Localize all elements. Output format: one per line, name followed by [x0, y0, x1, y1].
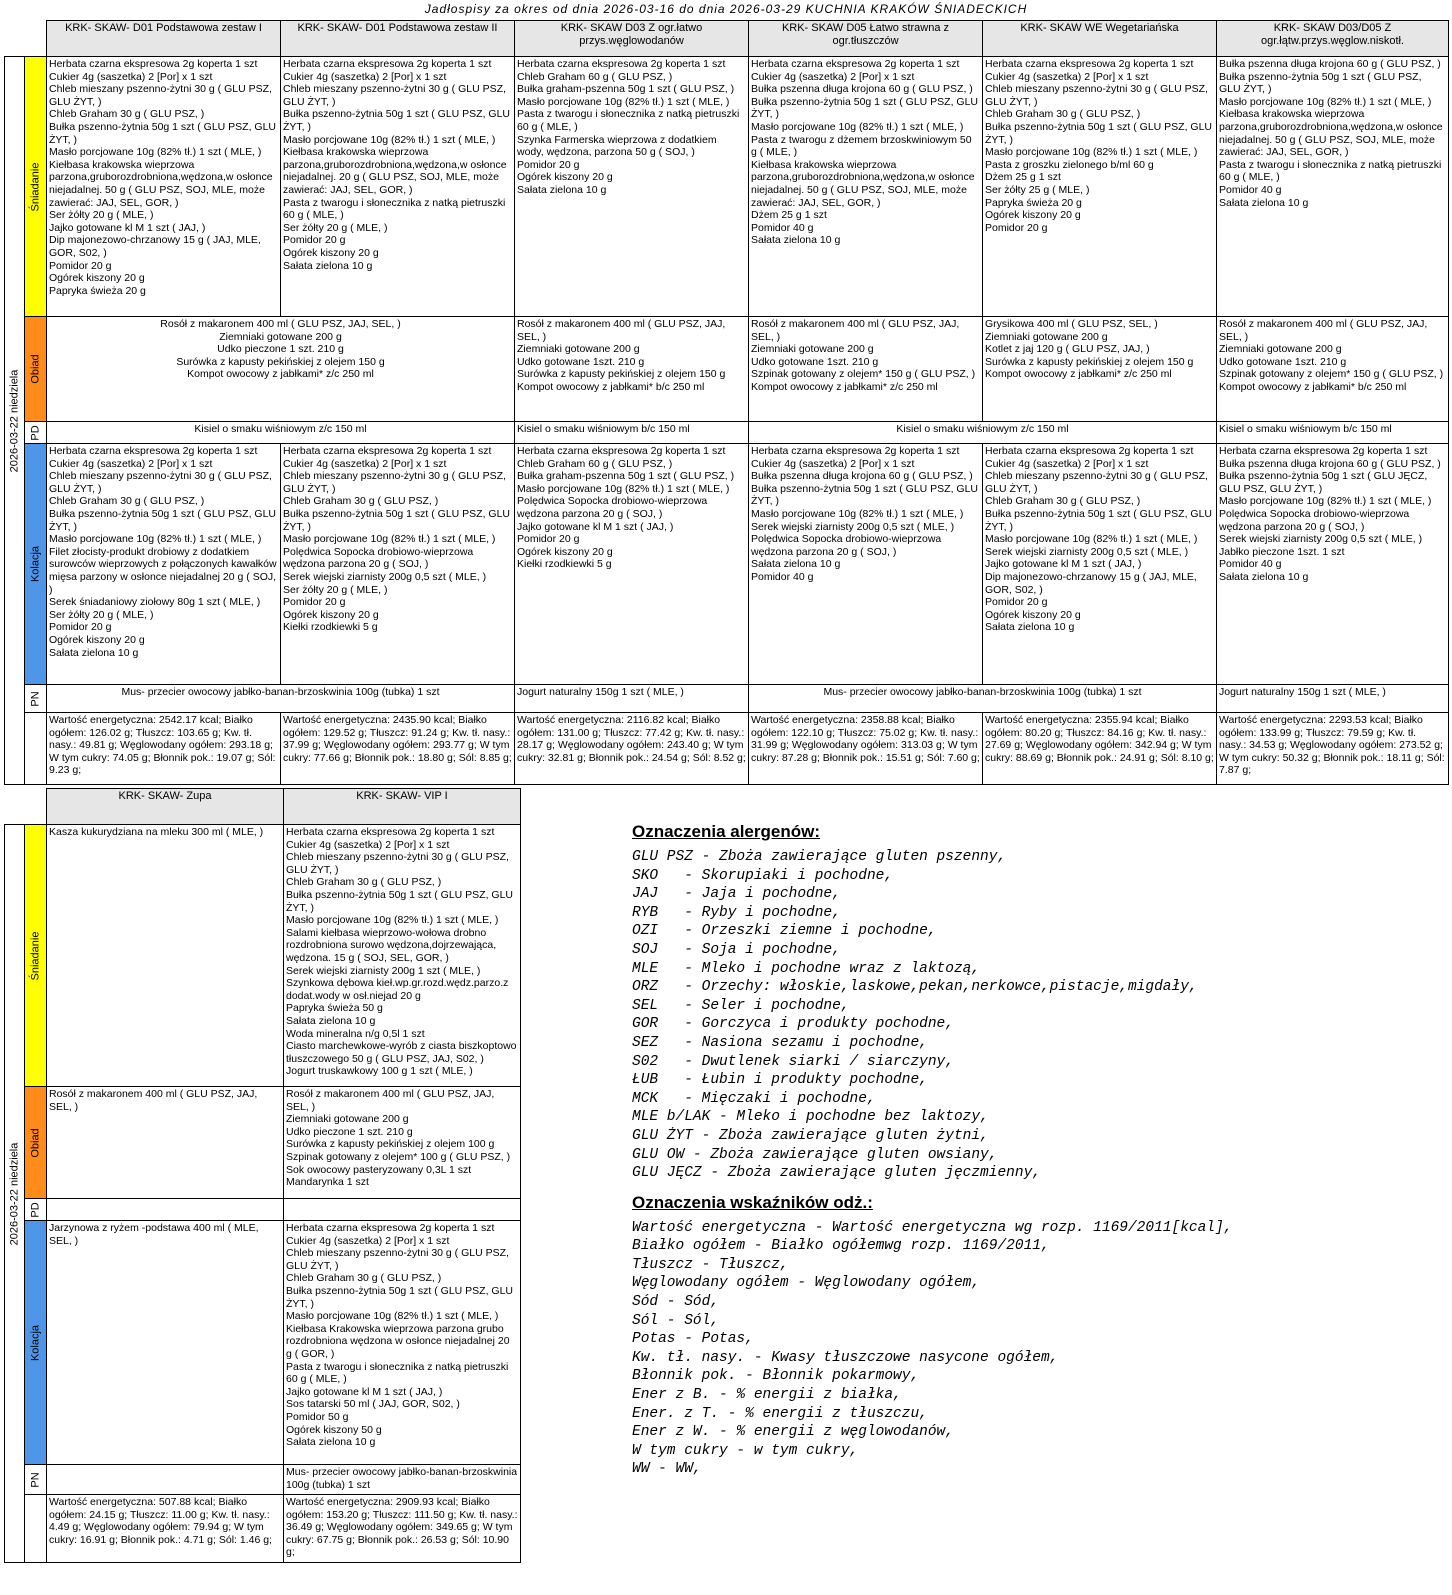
- menu-item: Szpinak gotowany z olejem* 100 g ( GLU PSZ, ): [286, 1150, 511, 1163]
- snack-cell: Kisiel o smaku wiśniowym z/c 150 ml: [749, 422, 1217, 444]
- menu-item: Kiełbasa krakowska wieprzowa parzona,gruborozdrobniona,wędzona,w osłonce niejadalnej. 50 g ( GLU PSZ, SOJ, MLE, może zawierać: JAJ, SEL, GOR, ): [49, 158, 273, 209]
- legend-entry: Ener. z T. - % energii z tłuszczu,: [632, 1405, 928, 1422]
- menu-item: Masło porcjowane 10g (82% tł.) 1 szt ( MLE, ): [751, 120, 964, 133]
- breakfast-cell: [47, 825, 284, 1087]
- menu-item: Bułka pszenno-żytnia 50g 1 szt ( GLU PSZ, GLU ŻYT, ): [751, 482, 979, 508]
- menu-item: Bułka pszenno-żytnia 50g 1 szt ( GLU PSZ, GLU ŻYT, ): [49, 507, 277, 533]
- legend-entry: W tym cukry - w tym cukry,: [632, 1442, 859, 1459]
- menu-item: Serek wiejski ziarnisty 200g 0,5 szt ( MLE, ): [1219, 533, 1423, 546]
- menu-item: Polędwica Sopocka drobiowo-wieprzowa wędzona parzona 20 g ( SOJ, ): [283, 545, 474, 571]
- menu-item: Ser żółty 20 g ( MLE, ): [283, 583, 388, 596]
- date-label: 2026-03-22 niedziela: [8, 369, 21, 472]
- menu-item: Kiełbasa Krakowska wieprzowa parzona grubo rozdrobniona wędzona w osłonce niejadalnej 20 g ( GOR, ): [286, 1322, 510, 1360]
- menu-item: Kotlet z jaj 120 g ( GLU PSZ, JAJ, ): [985, 343, 1150, 356]
- legend-entry: Sól - Sól,: [632, 1312, 720, 1329]
- menu-item: Chleb mieszany pszenno-żytni 30 g ( GLU PSZ, GLU ŻYT, ): [985, 470, 1208, 495]
- breakfast-cell: [1217, 57, 1449, 317]
- menu-item: Jajko gotowane kl M 1 szt ( JAJ, ): [985, 558, 1142, 571]
- legend-entry: Potas - Potas,: [632, 1331, 754, 1348]
- menu-item: Sałata zielona 10 g: [1219, 196, 1309, 209]
- menu-item: Sałata zielona 10 g: [985, 621, 1075, 634]
- menu-item: Ziemniaki gotowane 200 g: [219, 330, 342, 343]
- menu-item: Cukier 4g (saszetka) 2 [Por] x 1 szt: [286, 1234, 450, 1247]
- menu-item: Rosół z makaronem 400 ml ( GLU PSZ, JAJ, SEL, ): [517, 318, 726, 343]
- diet-header: KRK- SKAW D03 Z ogr.łatwo przys.węglowodanów: [515, 21, 749, 57]
- snack-cell: Kisiel o smaku wiśniowym z/c 150 ml: [47, 422, 515, 444]
- menu-item: Masło porcjowane 10g (82% tł.) 1 szt ( MLE, ): [49, 533, 262, 546]
- menu-item: Ogórek kiszony 20 g: [985, 209, 1081, 222]
- menu-item: Udko gotowane 1szt. 210 g: [751, 355, 879, 368]
- menu-item: Rosół z makaronem 400 ml ( GLU PSZ, JAJ, SEL, ): [49, 1088, 258, 1113]
- lunch-cell: [47, 1087, 284, 1199]
- legend-entry: Kw. tł. nasy. - Kwasy tłuszczowe nasycone ogółem,: [632, 1349, 1059, 1366]
- menu-table-main: [4, 20, 1449, 785]
- menu-item: Surówka z kapusty pekińskiej z olejem 150 g: [517, 368, 726, 381]
- menu-item: Jajko gotowane kl M 1 szt ( JAJ, ): [286, 1385, 443, 1398]
- nutrition-cell: Wartość energetyczna: 2355.94 kcal; Białko ogółem: 80.20 g; Tłuszcz: 84.16 g; Kw. tł. nasy.: 27.69 g; Węglowodany ogółem: 342.94 g; W tym cukry: 88.69 g; Błonnik pok.: 24.91 g; Sól: 8.10 g;: [983, 713, 1217, 785]
- menu-item: Rosół z makaronem 400 ml ( GLU PSZ, JAJ, SEL, ): [751, 318, 960, 343]
- legend-entry: Białko ogółem - Białko ogółemwg rozp. 1169/2011,: [632, 1238, 1050, 1255]
- legend-entry: GLU JĘCZ - Zboża zawierające gluten jęczmienny,: [632, 1165, 1041, 1182]
- menu-item: Pomidor 20 g: [49, 259, 112, 272]
- menu-item: Pomidor 40 g: [751, 570, 814, 583]
- indicator-legend-list: [632, 1219, 1432, 1479]
- menu-item: Serek wiejski ziarnisty 200g 1 szt ( MLE, ): [286, 964, 481, 977]
- dinner-cell: [515, 444, 749, 685]
- indicator-legend-title: Oznaczenia wskaźników odż.:: [632, 1192, 873, 1212]
- menu-item: Pomidor 20 g: [283, 596, 346, 609]
- menu-item: Kasza kukurydziana na mleku 300 ml ( MLE, ): [49, 826, 264, 838]
- nutrition-cell: Wartość energetyczna: 2358.88 kcal; Białko ogółem: 122.10 g; Tłuszcz: 75.02 g; Kw. tł. nasy.: 31.99 g; Węglowodany ogółem: 313.03 g; W tym cukry: 87.28 g; Błonnik pok.: 15.51 g; Sól: 7.60 g;: [749, 713, 983, 785]
- menu-item: Kiełbasa krakowska wieprzowa parzona,gruborozdrobniona,wędzona,w osłonce niejadalnej. 50 g ( GLU PSZ, SOJ, MLE, może zawierać: JAJ, SEL, GOR, ): [1219, 108, 1443, 159]
- menu-item: Ogórek kiszony 20 g: [283, 608, 379, 621]
- page-title: Jadłospisy za okres od dnia 2026-03-16 do dnia 2026-03-29 KUCHNIA KRAKÓW ŚNIADECKICH: [424, 2, 1028, 16]
- menu-item: Kompot owocowy z jabłkami* b/c 250 ml: [517, 380, 705, 393]
- menu-item: Woda mineralna n/g 0,5l 1 szt: [286, 1027, 425, 1040]
- menu-item: Ziemniaki gotowane 200 g: [286, 1113, 409, 1126]
- menu-item: Bułka pszenno-żytnia 50g 1 szt ( GLU PSZ, GLU ŻYT, ): [751, 95, 979, 121]
- nutrition-spacer: [25, 1495, 47, 1563]
- menu-item: Dżem 25 g 1 szt: [751, 209, 827, 222]
- night-snack-cell: Mus- przecier owocowy jabłko-banan-brzoskwinia 100g (tubka) 1 szt: [47, 685, 515, 713]
- menu-item: Ogórek kiszony 20 g: [985, 608, 1081, 621]
- menu-item: Cukier 4g (saszetka) 2 [Por] x 1 szt: [985, 457, 1149, 470]
- menu-item: Bułka pszenna długa krojona 60 g ( GLU PSZ, ): [751, 470, 973, 483]
- diet-header: KRK- SKAW D03/D05 Z ogr.łątw.przys.węglow.niskotł.: [1217, 21, 1449, 57]
- menu-item: Chleb Graham 30 g ( GLU PSZ, ): [283, 495, 439, 508]
- menu-item: Pasta z twarogu z dżemem brzoskwiniowym 50 g ( MLE, ): [751, 133, 972, 159]
- menu-item: Chleb mieszany pszenno-żytni 30 g ( GLU PSZ, GLU ŻYT, ): [286, 1247, 509, 1272]
- menu-item: Chleb Graham 30 g ( GLU PSZ, ): [49, 108, 205, 121]
- breakfast-cell: [281, 57, 515, 317]
- menu-item: Herbata czarna ekspresowa 2g koperta 1 szt: [517, 58, 726, 70]
- meal-label-lunch: Obiad: [25, 317, 47, 422]
- menu-item: Masło porcjowane 10g (82% tł.) 1 szt ( MLE, ): [286, 914, 499, 927]
- menu-item: Ogórek kiszony 20 g: [49, 272, 145, 285]
- menu-table-secondary: [4, 788, 521, 1563]
- legend-entry: GLU ŻYT - Zboża zawierające gluten żytni,: [632, 1127, 989, 1144]
- menu-item: Polędwica Sopocka drobiowo-wieprzowa wędzona parzona 20 g ( SOJ, ): [517, 495, 708, 520]
- legend-entry: OZI - Orzeszki ziemne i pochodne,: [632, 923, 937, 940]
- menu-item: Bułka pszenno-żytnia 50g 1 szt ( GLU PSZ, GLU ŻYT, ): [985, 507, 1213, 533]
- menu-item: Pomidor 20 g: [985, 221, 1048, 234]
- lunch-cell: [284, 1087, 521, 1199]
- menu-item: Ogórek kiszony 20 g: [517, 171, 613, 184]
- menu-item: Ogórek kiszony 20 g: [517, 545, 613, 558]
- menu-item: Masło porcjowane 10g (82% tł.) 1 szt ( MLE, ): [286, 1310, 499, 1323]
- legend-entry: SOJ - Soja i pochodne,: [632, 941, 841, 958]
- menu-item: Bułka pszenno-żytnia 50g 1 szt ( GLU PSZ, GLU ŻYT, ): [283, 507, 511, 533]
- nutrition-cell: Wartość energetyczna: 2293.53 kcal; Białko ogółem: 133.99 g; Tłuszcz: 79.59 g; Kw. tł. nasy.: 34.53 g; Węglowodany ogółem: 273.52 g; W tym cukry: 50.32 g; Błonnik pok.: 18.11 g; Sól: 7.87 g;: [1217, 713, 1449, 785]
- menu-item: Cukier 4g (saszetka) 2 [Por] x 1 szt: [49, 457, 213, 470]
- snack-cell: [284, 1199, 521, 1221]
- allergen-legend-title: Oznaczenia alergenów:: [632, 822, 820, 841]
- snack-cell: [47, 1199, 284, 1221]
- menu-item: Jarzynowa z ryżem -podstawa 400 ml ( MLE, SEL, ): [49, 1222, 259, 1247]
- night-snack-cell: [47, 1465, 284, 1495]
- menu-item: Dip majonezowo-chrzanowy 15 g ( JAJ, MLE, GOR, S02, ): [985, 570, 1197, 596]
- menu-item: Cukier 4g (saszetka) 2 [Por] x 1 szt: [286, 838, 450, 851]
- menu-item: Sałata zielona 10 g: [751, 558, 841, 571]
- menu-item: Cukier 4g (saszetka) 2 [Por] x 1 szt: [283, 457, 447, 470]
- legend-entry: MLE b/LAK - Mleko i pochodne bez laktozy,: [632, 1109, 989, 1126]
- meal-label-breakfast: Śniadanie: [25, 825, 47, 1087]
- legend-entry: Ener z B. - % energii z białka,: [632, 1387, 902, 1404]
- menu-item: Udko pieczone 1 szt. 210 g: [286, 1125, 413, 1138]
- menu-item: Pomidor 40 g: [751, 221, 814, 234]
- menu-item: Ziemniaki gotowane 200 g: [517, 343, 640, 356]
- menu-item: Chleb Graham 60 g ( GLU PSZ, ): [517, 70, 673, 83]
- menu-item: Kiełki rzodkiewki 5 g: [517, 558, 612, 571]
- menu-item: Sałata zielona 10 g: [751, 234, 841, 247]
- menu-item: Szpinak gotowany z olejem* 150 g ( GLU PSZ, ): [1219, 368, 1444, 381]
- menu-item: Kompot owocowy z jabłkami* z/c 250 ml: [751, 380, 938, 393]
- menu-item: Cukier 4g (saszetka) 2 [Por] x 1 szt: [49, 70, 213, 83]
- dinner-cell: [983, 444, 1217, 685]
- menu-item: Jajko gotowane kl M 1 szt ( JAJ, ): [517, 520, 674, 533]
- menu-item: Bułka pszenna długa krojona 60 g ( GLU PSZ, ): [1219, 58, 1441, 70]
- menu-item: Masło porcjowane 10g (82% tł.) 1 szt ( MLE, ): [283, 133, 496, 146]
- menu-item: Chleb mieszany pszenno-żytni 30 g ( GLU PSZ, GLU ŻYT, ): [283, 83, 506, 108]
- menu-item: Grysikowa 400 ml ( GLU PSZ, SEL, ): [985, 318, 1158, 330]
- menu-item: Pasta z twarogu i słonecznika z natką pietruszki 60 g ( MLE, ): [283, 196, 506, 222]
- legend-entry: Ener z W. - % energii z węglowodanów,: [632, 1424, 954, 1441]
- menu-item: Ziemniaki gotowane 200 g: [985, 330, 1108, 343]
- menu-item: Kompot owocowy z jabłkami* z/c 250 ml: [985, 368, 1172, 381]
- menu-item: Surówka z kapusty pekińskiej z olejem 100 g: [286, 1138, 495, 1151]
- menu-item: Surówka z kapusty pekińskiej z olejem 150 g: [176, 355, 385, 368]
- menu-item: Polędwica Sopocka drobiowo-wieprzowa wędzona parzona 20 g ( SOJ, ): [1219, 507, 1410, 533]
- legend-entry: GOR - Gorczyca i produkty pochodne,: [632, 1016, 954, 1033]
- menu-item: Szpinak gotowany z olejem* 150 g ( GLU PSZ, ): [751, 368, 976, 381]
- legend-entry: Wartość energetyczna - Wartość energetyczna wg rozp. 1169/2011[kcal],: [632, 1219, 1233, 1236]
- menu-item: Pomidor 40 g: [1219, 183, 1282, 196]
- menu-item: Chleb Graham 30 g ( GLU PSZ, ): [286, 876, 442, 889]
- menu-item: Ogórek kiszony 20 g: [49, 633, 145, 646]
- menu-item: Chleb mieszany pszenno-żytni 30 g ( GLU PSZ, GLU ŻYT, ): [49, 470, 272, 495]
- menu-item: Szynka Farmerska wieprzowa z dodatkiem wody, wędzona, parzona 50 g ( SOJ, ): [517, 133, 717, 159]
- date-cell: [5, 825, 25, 1563]
- legend-entry: ŁUB - Łubin i produkty pochodne,: [632, 1072, 928, 1089]
- menu-item: Chleb Graham 30 g ( GLU PSZ, ): [985, 495, 1141, 508]
- menu-item: Sałata zielona 10 g: [517, 183, 607, 196]
- meal-label-dinner: Kolacja: [25, 1221, 47, 1465]
- legend-entry: GLU OW - Zboża zawierające gluten owsiany,: [632, 1146, 998, 1163]
- menu-item: Masło porcjowane 10g (82% tł.) 1 szt ( MLE, ): [49, 146, 262, 159]
- menu-item: Sok owocowy pasteryzowany 0,3L 1 szt: [286, 1163, 472, 1176]
- nutrition-cell: Wartość energetyczna: 2435.90 kcal; Białko ogółem: 129.52 g; Tłuszcz: 91.24 g; Kw. tł. nasy.: 37.99 g; Węglowodany ogółem: 293.77 g; W tym cukry: 77.66 g; Błonnik pok.: 18.80 g; Sól: 8.85 g;: [281, 713, 515, 785]
- menu-item: Ogórek kiszony 50 g: [286, 1423, 382, 1436]
- menu-item: Bułka pszenno-żytnia 50g 1 szt ( GLU PSZ, GLU ŻYT, ): [286, 888, 514, 914]
- meal-label-afternoon-snack: PD: [25, 1199, 47, 1221]
- legend-entry: MCK - Mięczaki i pochodne,: [632, 1090, 876, 1107]
- menu-item: Pomidor 20 g: [985, 596, 1048, 609]
- dinner-cell: [749, 444, 983, 685]
- legend-entry: ORZ - Orzechy: włoskie,laskowe,pekan,nerkowce,pistacje,migdały,: [632, 979, 1198, 996]
- menu-item: Ziemniaki gotowane 200 g: [751, 343, 874, 356]
- menu-item: Bułka pszenna długa krojona 60 g ( GLU PSZ, ): [751, 83, 973, 96]
- menu-item: Dip majonezowo-chrzanowy 15 g ( JAJ, MLE, GOR, S02, ): [49, 234, 261, 259]
- menu-item: Cukier 4g (saszetka) 2 [Por] x 1 szt: [985, 70, 1149, 83]
- menu-item: Cukier 4g (saszetka) 2 [Por] x 1 szt: [283, 70, 447, 83]
- menu-item: Herbata czarna ekspresowa 2g koperta 1 szt: [49, 58, 258, 70]
- menu-item: Jajko gotowane kl M 1 szt ( JAJ, ): [49, 221, 206, 234]
- menu-item: Pomidor 50 g: [286, 1410, 349, 1423]
- date-label: 2026-03-22 niedziela: [8, 1142, 21, 1245]
- menu-item: Chleb mieszany pszenno-żytni 30 g ( GLU PSZ, GLU ŻYT, ): [286, 851, 509, 876]
- legend-entry: Błonnik pok. - Błonnik pokarmowy,: [632, 1368, 920, 1385]
- menu-item: Masło porcjowane 10g (82% tł.) 1 szt ( MLE, ): [985, 533, 1198, 546]
- menu-item: Sałata zielona 10 g: [1219, 570, 1309, 583]
- menu-item: Serek śniadaniowy ziołowy 80g 1 szt ( MLE, ): [49, 596, 261, 609]
- menu-item: Jogurt truskawkowy 100 g 1 szt ( MLE, ): [286, 1065, 473, 1078]
- date-cell: [5, 57, 25, 785]
- menu-item: Herbata czarna ekspresowa 2g koperta 1 szt: [286, 1222, 495, 1234]
- menu-item: Sałata zielona 10 g: [286, 1014, 376, 1027]
- menu-item: Bułka pszenno-żytnia 50g 1 szt ( GLU PSZ, GLU ŻYT, ): [1219, 70, 1422, 96]
- nutrition-cell: Wartość energetyczna: 507.88 kcal; Białko ogółem: 24.15 g; Tłuszcz: 11.00 g; Kw. tł. nasy.: 4.49 g; Węglowodany ogółem: 79.94 g; W tym cukry: 16.91 g; Błonnik pok.: 4.71 g; Sól: 1.46 g;: [47, 1495, 284, 1563]
- meal-label-afternoon-snack: PD: [25, 422, 47, 444]
- menu-item: Udko gotowane 1szt. 210 g: [1219, 355, 1347, 368]
- menu-item: Chleb mieszany pszenno-żytni 30 g ( GLU PSZ, GLU ŻYT, ): [49, 83, 272, 108]
- lunch-cell: [749, 317, 983, 422]
- menu-item: Bułka graham-pszenna 50g 1 szt ( GLU PSZ, ): [517, 470, 735, 483]
- menu-item: Masło porcjowane 10g (82% tł.) 1 szt ( MLE, ): [1219, 95, 1432, 108]
- menu-item: Sałata zielona 10 g: [283, 259, 373, 272]
- dinner-cell: [47, 444, 281, 685]
- nutrition-cell: Wartość energetyczna: 2542.17 kcal; Białko ogółem: 126.02 g; Tłuszcz: 103.65 g; Kw. tł. nasy.: 49.81 g; Węglowodany ogółem: 293.18 g; W tym cukry: 74.05 g; Błonnik pok.: 19.07 g; Sól: 9.23 g;: [47, 713, 281, 785]
- legend-entry: Sód - Sód,: [632, 1294, 720, 1311]
- nutrition-spacer: [25, 713, 47, 785]
- nutrition-cell: Wartość energetyczna: 2909.93 kcal; Białko ogółem: 153.20 g; Tłuszcz: 111.50 g; Kw. tł. nasy.: 36.49 g; Węglowodany ogółem: 349.65 g; W tym cukry: 67.75 g; Błonnik pok.: 26.53 g; Sól: 10.90 g;: [284, 1495, 521, 1563]
- menu-item: Herbata czarna ekspresowa 2g koperta 1 szt: [283, 445, 492, 457]
- menu-item: Szynkowa dębowa kieł.wp.gr.rozd.wędz.parzo.z dodat.wody w osł.niejad 20 g: [286, 977, 509, 1002]
- menu-item: Jabłko pieczone 1szt. 1 szt: [1219, 545, 1345, 558]
- menu-item: Dżem 25 g 1 szt: [985, 171, 1061, 184]
- dinner-cell: [1217, 444, 1449, 685]
- menu-item: Papryka świeża 20 g: [985, 196, 1082, 209]
- menu-item: Chleb Graham 30 g ( GLU PSZ, ): [49, 495, 205, 508]
- meal-label-lunch: Obiad: [25, 1087, 47, 1199]
- nutrition-cell: Wartość energetyczna: 2116.82 kcal; Białko ogółem: 131.00 g; Tłuszcz: 77.42 g; Kw. tł. nasy.: 28.17 g; Węglowodany ogółem: 243.40 g; W tym cukry: 32.81 g; Błonnik pok.: 24.54 g; Sól: 8.52 g;: [515, 713, 749, 785]
- legend: [632, 822, 1432, 1479]
- menu-item: Rosół z makaronem 400 ml ( GLU PSZ, JAJ, SEL, ): [286, 1088, 495, 1113]
- meal-label-night-snack: PN: [25, 1465, 47, 1495]
- menu-item: Masło porcjowane 10g (82% tł.) 1 szt ( MLE, ): [517, 95, 730, 108]
- legend-entry: WW - WW,: [632, 1461, 702, 1478]
- menu-item: Chleb Graham 30 g ( GLU PSZ, ): [985, 108, 1141, 121]
- menu-item: Bułka graham-pszenna 50g 1 szt ( GLU PSZ, ): [517, 83, 735, 96]
- menu-item: Pomidor 20 g: [283, 234, 346, 247]
- menu-item: Masło porcjowane 10g (82% tł.) 1 szt ( MLE, ): [517, 482, 730, 495]
- legend-entry: S02 - Dwutlenek siarki / siarczyny,: [632, 1053, 954, 1070]
- dinner-cell: [47, 1221, 284, 1465]
- menu-item: Surówka z kapusty pekińskiej z olejem 150 g: [985, 355, 1194, 368]
- meal-label-dinner: Kolacja: [25, 444, 47, 685]
- lunch-cell: [983, 317, 1217, 422]
- menu-item: Rosół z makaronem 400 ml ( GLU PSZ, JAJ, SEL, ): [1219, 318, 1428, 343]
- menu-item: Herbata czarna ekspresowa 2g koperta 1 szt: [1219, 445, 1428, 457]
- menu-item: Herbata czarna ekspresowa 2g koperta 1 szt: [985, 58, 1194, 70]
- allergen-legend-list: [632, 848, 1432, 1183]
- menu-item: Herbata czarna ekspresowa 2g koperta 1 szt: [985, 445, 1194, 457]
- menu-item: Cukier 4g (saszetka) 2 [Por] x 1 szt: [751, 457, 915, 470]
- legend-entry: Tłuszcz - Tłuszcz,: [632, 1256, 789, 1273]
- lunch-cell: [1217, 317, 1449, 422]
- menu-item: Serek wiejski ziarnisty 200g 0,5 szt ( MLE, ): [751, 520, 955, 533]
- menu-item: Filet złocisty-produkt drobiowy z dodatkiem surowców wieprzowych z połączonych kawałków mięsa parzony w osłonce niejadalnej 20 g ( SOJ, ): [49, 545, 277, 596]
- night-snack-cell: Jogurt naturalny 150g 1 szt ( MLE, ): [515, 685, 749, 713]
- menu-item: Herbata czarna ekspresowa 2g koperta 1 szt: [49, 445, 258, 457]
- menu-item: Pomidor 20 g: [517, 533, 580, 546]
- menu-item: Sałata zielona 10 g: [286, 1436, 376, 1449]
- menu-item: Kiełki rzodkiewki 5 g: [283, 621, 378, 634]
- menu-item: Papryka świeża 50 g: [286, 1002, 383, 1015]
- menu-item: Kompot owocowy z jabłkami* b/c 250 ml: [1219, 380, 1407, 393]
- menu-item: Kiełbasa krakowska wieprzowa parzona,gruborozdrobniona,wędzona,w osłonce niejadalnej. 50 g ( GLU PSZ, SOJ, MLE, może zawierać: JAJ, SEL, GOR, ): [751, 158, 975, 209]
- breakfast-cell: [515, 57, 749, 317]
- lunch-cell: [515, 317, 749, 422]
- legend-entry: MLE - Mleko i pochodne wraz z laktozą,: [632, 960, 981, 977]
- legend-entry: SEL - Seler i pochodne,: [632, 997, 850, 1014]
- menu-item: Polędwica Sopocka drobiowo-wieprzowa wędzona parzona 20 g ( SOJ, ): [751, 533, 942, 558]
- menu-item: Bułka pszenno-żytnia 50g 1 szt ( GLU PSZ, GLU ŻYT, ): [49, 120, 277, 146]
- menu-item: Pomidor 20 g: [517, 158, 580, 171]
- snack-cell: Kisiel o smaku wiśniowym b/c 150 ml: [1217, 422, 1449, 444]
- snack-cell: Kisiel o smaku wiśniowym b/c 150 ml: [515, 422, 749, 444]
- menu-item: Salami kiełbasa wieprzowo-wołowa drobno rozdrobniona surowo wędzona,dojrzewająca, wędzona. 15 g ( SOJ, SEL, GOR, ): [286, 926, 497, 964]
- night-snack-cell: Jogurt naturalny 150g 1 szt ( MLE, ): [1217, 685, 1449, 713]
- night-snack-cell: Mus- przecier owocowy jabłko-banan-brzoskwinia 100g (tubka) 1 szt: [284, 1465, 521, 1495]
- menu-item: Ser żółty 25 g ( MLE, ): [985, 183, 1090, 196]
- diet-header: KRK- SKAW- Zupa: [47, 789, 284, 825]
- breakfast-cell: [749, 57, 983, 317]
- menu-item: Chleb mieszany pszenno-żytni 30 g ( GLU PSZ, GLU ŻYT, ): [283, 470, 506, 495]
- menu-item: Ser żółty 20 g ( MLE, ): [283, 221, 388, 234]
- menu-item: Bułka pszenno-żytnia 50g 1 szt ( GLU JĘCZ, GLU PSZ, GLU ŻYT, ): [1219, 470, 1428, 495]
- menu-item: Masło porcjowane 10g (82% tł.) 1 szt ( MLE, ): [283, 533, 496, 546]
- dinner-cell: [281, 444, 515, 685]
- menu-item: Herbata czarna ekspresowa 2g koperta 1 szt: [751, 58, 960, 70]
- menu-item: Pasta z twarogu i słonecznika z natką pietruszki 60 g ( MLE, ): [517, 108, 740, 133]
- menu-item: Herbata czarna ekspresowa 2g koperta 1 szt: [751, 445, 960, 457]
- menu-item: Masło porcjowane 10g (82% tł.) 1 szt ( MLE, ): [1219, 495, 1432, 508]
- legend-entry: JAJ - Jaja i pochodne,: [632, 886, 841, 903]
- legend-entry: SKO - Skorupiaki i pochodne,: [632, 867, 894, 884]
- menu-item: Papryka świeża 20 g: [49, 284, 146, 297]
- menu-item: Cukier 4g (saszetka) 2 [Por] x 1 szt: [751, 70, 915, 83]
- menu-item: Mandarynka 1 szt: [286, 1176, 369, 1189]
- diet-header: KRK- SKAW WE Wegetariańska: [983, 21, 1217, 57]
- menu-item: Herbata czarna ekspresowa 2g koperta 1 szt: [517, 445, 726, 457]
- menu-item: Bułka pszenno-żytnia 50g 1 szt ( GLU PSZ, GLU ŻYT, ): [286, 1284, 514, 1310]
- dinner-cell: [284, 1221, 521, 1465]
- menu-item: Ciasto marchewkowe-wyrób z ciasta biszkoptowo tłuszczowego 50 g ( GLU PSZ, JAJ, S02, ): [286, 1040, 517, 1065]
- menu-item: Udko pieczone 1 szt. 210 g: [217, 343, 344, 356]
- menu-item: Sałata zielona 10 g: [49, 646, 139, 659]
- diet-header: KRK- SKAW- D01 Podstawowa zestaw II: [281, 21, 515, 57]
- menu-item: Pasta z twarogu i słonecznika z natką pietruszki 60 g ( MLE, ): [286, 1360, 509, 1386]
- menu-item: Chleb mieszany pszenno-żytni 30 g ( GLU PSZ, GLU ŻYT, ): [985, 83, 1208, 108]
- menu-item: Rosół z makaronem 400 ml ( GLU PSZ, JAJ, SEL, ): [160, 318, 401, 330]
- menu-item: Pasta z groszku zielonego b/ml 60 g: [985, 158, 1154, 171]
- menu-item: Ziemniaki gotowane 200 g: [1219, 343, 1342, 356]
- menu-item: Herbata czarna ekspresowa 2g koperta 1 szt: [283, 58, 492, 70]
- menu-item: Chleb Graham 60 g ( GLU PSZ, ): [517, 457, 673, 470]
- diet-header: KRK- SKAW- VIP I: [284, 789, 521, 825]
- meal-label-breakfast: Śniadanie: [25, 57, 47, 317]
- menu-item: Ogórek kiszony 20 g: [283, 246, 379, 259]
- menu-item: Bułka pszenno-żytnia 50g 1 szt ( GLU PSZ, GLU ŻYT, ): [985, 120, 1213, 146]
- menu-item: Pasta z twarogu i słonecznika z natką pietruszki 60 g ( MLE, ): [1219, 158, 1442, 184]
- breakfast-cell: [47, 57, 281, 317]
- menu-item: Bułka pszenno-żytnia 50g 1 szt ( GLU PSZ, GLU ŻYT, ): [283, 108, 511, 133]
- menu-item: Bułka pszenna długa krojona 60 g ( GLU PSZ, ): [1219, 457, 1441, 470]
- menu-item: Pomidor 40 g: [1219, 558, 1282, 571]
- menu-item: Ser żółty 20 g ( MLE, ): [49, 608, 154, 621]
- breakfast-cell: [284, 825, 521, 1087]
- breakfast-cell: [983, 57, 1217, 317]
- menu-item: Udko gotowane 1szt. 210 g: [517, 355, 645, 368]
- menu-item: Ser żółty 20 g ( MLE, ): [49, 209, 154, 222]
- legend-entry: RYB - Ryby i pochodne,: [632, 904, 841, 921]
- night-snack-cell: Mus- przecier owocowy jabłko-banan-brzoskwinia 100g (tubka) 1 szt: [749, 685, 1217, 713]
- menu-item: Masło porcjowane 10g (82% tł.) 1 szt ( MLE, ): [751, 507, 964, 520]
- diet-header: KRK- SKAW- D01 Podstawowa zestaw I: [47, 21, 281, 57]
- meal-label-night-snack: PN: [25, 685, 47, 713]
- legend-entry: Węglowodany ogółem - Węglowodany ogółem,: [632, 1275, 981, 1292]
- menu-item: Kompot owocowy z jabłkami* z/c 250 ml: [187, 368, 374, 381]
- menu-item: Herbata czarna ekspresowa 2g koperta 1 szt: [286, 826, 495, 838]
- lunch-cell: [47, 317, 515, 422]
- legend-entry: GLU PSZ - Zboża zawierające gluten pszenny,: [632, 849, 1007, 865]
- menu-item: Chleb Graham 30 g ( GLU PSZ, ): [286, 1272, 442, 1285]
- diet-header: KRK- SKAW D05 Łatwo strawna z ogr.tłuszczów: [749, 21, 983, 57]
- legend-entry: SEZ - Nasiona sezamu i pochodne,: [632, 1034, 928, 1051]
- menu-item: Serek wiejski ziarnisty 200g 0,5 szt ( MLE, ): [283, 570, 487, 583]
- menu-item: Kiełbasa krakowska wieprzowa parzona,gruborozdrobniona,wędzona,w osłonce niejadalnej. 20 g ( GLU PSZ, SOJ, MLE, może zawierać: JAJ, SEL, GOR, ): [283, 146, 507, 196]
- menu-item: Sos tatarski 50 ml ( JAJ, GOR, S02, ): [286, 1398, 460, 1411]
- menu-item: Masło porcjowane 10g (82% tł.) 1 szt ( MLE, ): [985, 146, 1198, 159]
- menu-item: Pomidor 20 g: [49, 621, 112, 634]
- menu-item: Serek wiejski ziarnisty 200g 0,5 szt ( MLE, ): [985, 545, 1189, 558]
